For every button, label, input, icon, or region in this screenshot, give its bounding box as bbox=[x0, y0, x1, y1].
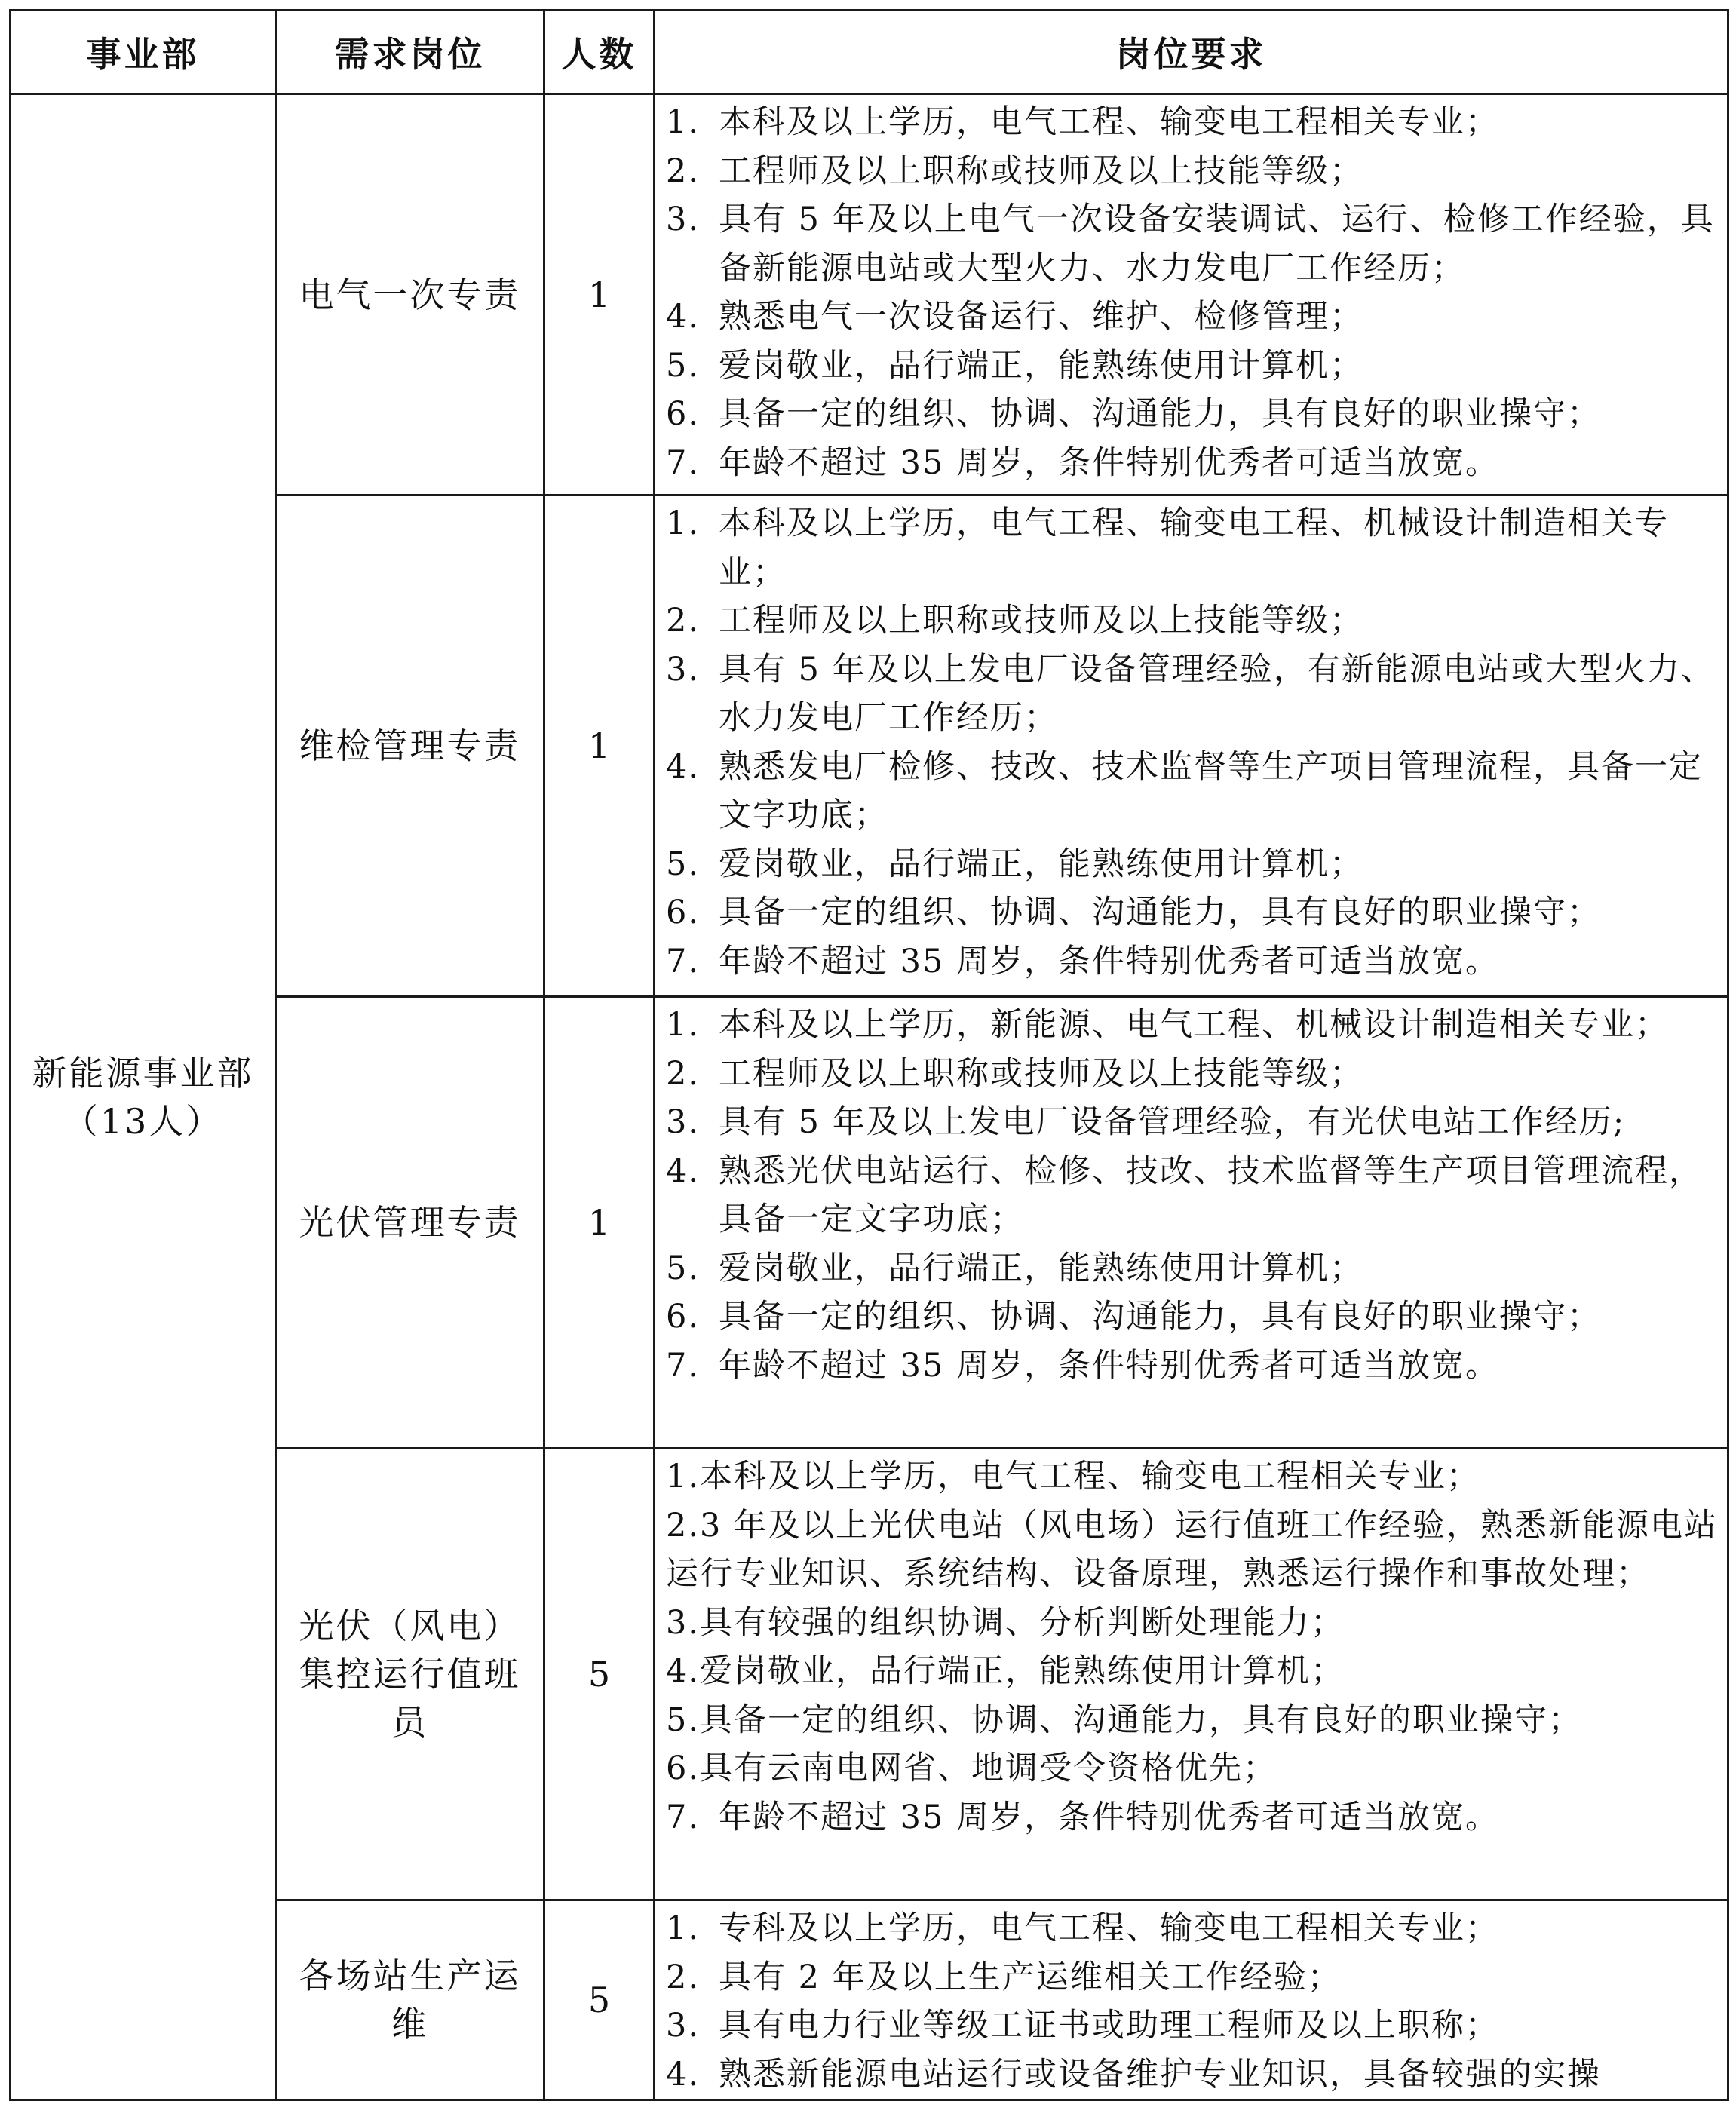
requirement-text: 爱岗敬业，品行端正，能熟练使用计算机； bbox=[719, 845, 1363, 883]
table-row bbox=[11, 94, 1728, 495]
requirement-item bbox=[666, 1452, 1719, 1501]
requirement-number: 4. bbox=[666, 2055, 701, 2093]
requirements-cell bbox=[655, 1449, 1728, 1900]
requirement-text: 年龄不超过 35 周岁，条件特别优秀者可适当放宽。 bbox=[719, 1346, 1500, 1385]
requirement-number: 2. bbox=[666, 602, 701, 640]
requirement-number: 5. bbox=[666, 1249, 701, 1287]
requirement-number: 2. bbox=[666, 152, 701, 190]
requirement-text: 熟悉新能源电站运行或设备维护专业知识，具备较强的实操 bbox=[719, 2055, 1601, 2093]
requirement-item bbox=[666, 1744, 1719, 1793]
requirement-item bbox=[666, 743, 1719, 840]
requirement-text: 具有 2 年及以上生产运维相关工作经验； bbox=[719, 1958, 1342, 1996]
requirements-cell bbox=[655, 495, 1728, 997]
requirement-text: 具备一定的组织、协调、沟通能力，具有良好的职业操守； bbox=[700, 1701, 1583, 1739]
requirement-text: 具备一定的组织、协调、沟通能力，具有良好的职业操守； bbox=[719, 1298, 1601, 1336]
requirements-cell bbox=[655, 997, 1728, 1449]
requirement-text: 年龄不超过 35 周岁，条件特别优秀者可适当放宽。 bbox=[719, 443, 1500, 482]
requirement-item bbox=[666, 1793, 1719, 1842]
headcount-cell: 1 bbox=[544, 997, 655, 1449]
requirement-number: 2. bbox=[666, 1958, 701, 1996]
requirement-text: 专科及以上学历，电气工程、输变电工程相关专业； bbox=[719, 1909, 1499, 1947]
requirement-item bbox=[666, 597, 1719, 646]
requirement-item bbox=[666, 1050, 1719, 1099]
requirement-number: 2. bbox=[666, 1506, 701, 1544]
position-cell: 光伏管理专责 bbox=[276, 997, 544, 1449]
requirement-item bbox=[666, 2001, 1719, 2050]
requirements-cell bbox=[655, 94, 1728, 495]
requirement-number: 7. bbox=[666, 1346, 701, 1385]
requirement-number: 1. bbox=[666, 505, 701, 542]
requirement-number: 3. bbox=[666, 1603, 701, 1642]
requirement-item bbox=[666, 1244, 1719, 1293]
position-cell: 各场站生产运维 bbox=[276, 1900, 544, 2100]
position-cell: 维检管理专责 bbox=[276, 495, 544, 997]
requirement-item bbox=[666, 1904, 1719, 1953]
requirement-number: 1. bbox=[666, 1006, 701, 1044]
requirement-text: 具有 5 年及以上发电厂设备管理经验，有新能源电站或大型火力、水力发电厂工作经历； bbox=[719, 650, 1715, 737]
headcount-cell: 5 bbox=[544, 1900, 655, 2100]
requirement-text: 具有较强的组织协调、分析判断处理能力； bbox=[700, 1603, 1345, 1642]
requirement-item bbox=[666, 840, 1719, 889]
requirement-number: 6. bbox=[666, 1298, 701, 1336]
requirement-item bbox=[666, 1293, 1719, 1342]
requirement-number: 5. bbox=[666, 845, 701, 883]
requirement-item bbox=[666, 1599, 1719, 1648]
requirement-text: 具有 5 年及以上发电厂设备管理经验，有光伏电站工作经历; bbox=[719, 1103, 1626, 1141]
headcount-cell: 5 bbox=[544, 1449, 655, 1900]
requirement-item bbox=[666, 293, 1719, 342]
header-headcount: 人数 bbox=[544, 11, 655, 94]
position-cell: 光伏（风电）集控运行值班员 bbox=[276, 1449, 544, 1900]
requirement-item bbox=[666, 1953, 1719, 2002]
department-count: （13人） bbox=[63, 1100, 223, 1142]
requirement-text: 本科及以上学历，新能源、电气工程、机械设计制造相关专业； bbox=[719, 1006, 1669, 1044]
requirement-text: 具有电力行业等级工证书或助理工程师及以上职称； bbox=[719, 2007, 1499, 2044]
headcount-cell: 1 bbox=[544, 495, 655, 997]
requirement-item bbox=[666, 499, 1719, 597]
requirement-text: 工程师及以上职称或技师及以上技能等级； bbox=[719, 1054, 1363, 1093]
requirement-text: 具备一定的组织、协调、沟通能力，具有良好的职业操守； bbox=[719, 395, 1601, 433]
requirement-text: 具有 5 年及以上电气一次设备安装调试、运行、检修工作经验，具备新能源电站或大型火力、水力发电厂工作经历； bbox=[719, 201, 1715, 287]
requirement-number: 3. bbox=[666, 2007, 701, 2044]
department-cell bbox=[11, 94, 276, 2100]
requirement-text: 爱岗敬业，品行端正，能熟练使用计算机； bbox=[700, 1652, 1345, 1690]
requirement-number: 3. bbox=[666, 1103, 701, 1141]
requirement-item bbox=[666, 98, 1719, 147]
requirement-item bbox=[666, 1001, 1719, 1050]
requirement-number: 7. bbox=[666, 942, 701, 980]
table-header-row bbox=[11, 11, 1728, 94]
requirement-text: 年龄不超过 35 周岁，条件特别优秀者可适当放宽。 bbox=[719, 942, 1500, 980]
headcount-cell: 1 bbox=[544, 94, 655, 495]
requirement-item bbox=[666, 888, 1719, 937]
requirement-text: 3 年及以上光伏电站（风电场）运行值班工作经验，熟悉新能源电站运行专业知识、系统结构、设备原理，熟悉运行操作和事故处理； bbox=[666, 1506, 1719, 1593]
requirements-cell bbox=[655, 1900, 1728, 2100]
header-department: 事业部 bbox=[11, 11, 276, 94]
requirement-item bbox=[666, 937, 1719, 986]
requirement-number: 2. bbox=[666, 1054, 701, 1093]
requirement-number: 6. bbox=[666, 894, 701, 931]
requirement-item bbox=[666, 1147, 1719, 1244]
requirement-item bbox=[666, 195, 1719, 293]
requirement-number: 1. bbox=[666, 1458, 701, 1495]
requirement-number: 1. bbox=[666, 1909, 701, 1947]
requirement-item bbox=[666, 439, 1719, 488]
requirement-number: 4. bbox=[666, 1652, 701, 1690]
requirement-item bbox=[666, 147, 1719, 196]
requirement-item bbox=[666, 1501, 1719, 1599]
requirement-item bbox=[666, 390, 1719, 439]
requirement-item bbox=[666, 342, 1719, 391]
requirement-item bbox=[666, 1647, 1719, 1696]
requirement-item bbox=[666, 2050, 1719, 2099]
requirement-text: 熟悉发电厂检修、技改、技术监督等生产项目管理流程，具备一定文字功底； bbox=[719, 747, 1703, 834]
requirement-number: 7. bbox=[666, 1798, 701, 1836]
requirement-item bbox=[666, 1342, 1719, 1391]
header-requirements: 岗位要求 bbox=[655, 11, 1728, 94]
requirement-number: 4. bbox=[666, 1152, 701, 1190]
requirement-number: 5. bbox=[666, 1701, 701, 1739]
position-cell: 电气一次专责 bbox=[276, 94, 544, 495]
requirement-number: 6. bbox=[666, 395, 701, 433]
requirement-item bbox=[666, 1098, 1719, 1147]
requirement-item bbox=[666, 646, 1719, 743]
requirement-text: 熟悉光伏电站运行、检修、技改、技术监督等生产项目管理流程，具备一定文字功底； bbox=[719, 1152, 1703, 1238]
department-name: 新能源事业部 bbox=[32, 1052, 254, 1093]
requirement-number: 1. bbox=[666, 103, 701, 141]
requirement-text: 本科及以上学历，电气工程、输变电工程相关专业； bbox=[700, 1458, 1481, 1495]
requirement-text: 爱岗敬业，品行端正，能熟练使用计算机； bbox=[719, 1249, 1363, 1287]
requirement-text: 具备一定的组织、协调、沟通能力，具有良好的职业操守； bbox=[719, 894, 1601, 931]
requirement-text: 年龄不超过 35 周岁，条件特别优秀者可适当放宽。 bbox=[719, 1798, 1500, 1836]
requirement-text: 本科及以上学历，电气工程、输变电工程相关专业； bbox=[719, 103, 1499, 141]
recruitment-table bbox=[9, 9, 1729, 2101]
requirement-number: 5. bbox=[666, 346, 701, 385]
requirement-text: 工程师及以上职称或技师及以上技能等级； bbox=[719, 152, 1363, 190]
requirement-text: 工程师及以上职称或技师及以上技能等级； bbox=[719, 602, 1363, 640]
requirement-number: 6. bbox=[666, 1750, 701, 1787]
requirement-number: 4. bbox=[666, 298, 701, 336]
requirement-text: 本科及以上学历，电气工程、输变电工程、机械设计制造相关专业； bbox=[719, 505, 1669, 591]
requirement-number: 3. bbox=[666, 201, 701, 238]
requirement-number: 3. bbox=[666, 650, 701, 689]
requirement-number: 4. bbox=[666, 747, 701, 786]
requirement-text: 熟悉电气一次设备运行、维护、检修管理； bbox=[719, 298, 1363, 336]
requirement-item bbox=[666, 1696, 1719, 1745]
requirement-number: 7. bbox=[666, 443, 701, 482]
header-position: 需求岗位 bbox=[276, 11, 544, 94]
requirement-text: 爱岗敬业，品行端正，能熟练使用计算机； bbox=[719, 346, 1363, 385]
requirement-text: 具有云南电网省、地调受令资格优先； bbox=[700, 1750, 1277, 1787]
